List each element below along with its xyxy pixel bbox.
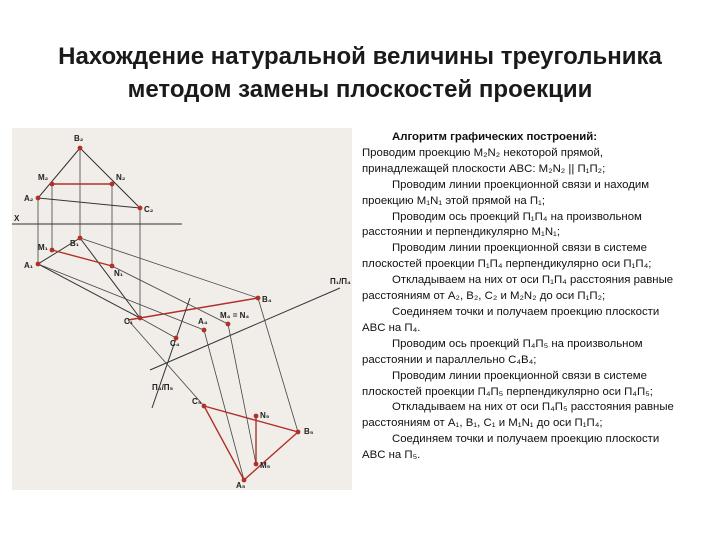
label-n1: N₁ xyxy=(114,269,124,278)
label-b4: B₄ xyxy=(262,295,272,304)
slide-title xyxy=(20,40,700,106)
label-b5: B₅ xyxy=(304,427,314,436)
label-a1: A₁ xyxy=(24,261,34,270)
algorithm-line: Откладываем на них от оси П₄П₅ расстояния равные xyxy=(392,401,674,414)
algorithm-lines xyxy=(362,146,702,464)
point-c1 xyxy=(138,316,143,321)
algorithm-line: Проводим ось проекций П₁П₄ на произвольном xyxy=(392,210,642,223)
label-m4n4: M₄ = N₄ xyxy=(220,311,250,320)
point-c5 xyxy=(202,404,207,409)
algorithm-line: расстояниям от A₁, B₁, C₁ и M₁N₁ до оси П₁П₄; xyxy=(362,417,603,430)
point-n2 xyxy=(110,182,115,187)
point-m1 xyxy=(50,248,55,253)
link-p4-b xyxy=(80,238,258,298)
triangle-p5 xyxy=(204,406,298,480)
label-a4: A₄ xyxy=(198,317,208,326)
label-axis-p1p4: П₁/П₄ xyxy=(330,277,351,286)
label-m1: M₁ xyxy=(38,243,48,252)
link-p5-a xyxy=(204,330,244,480)
algorithm-line: проекцию M₁N₁ этой прямой на П₁; xyxy=(362,194,546,207)
point-b4 xyxy=(256,296,261,301)
algorithm-line: расстоянии и перпендикулярно M₁N₁; xyxy=(362,226,561,239)
algorithm-line: Соединяем точки и получаем проекцию плоскости xyxy=(392,433,660,446)
point-n5 xyxy=(254,414,259,419)
label-n2: N₂ xyxy=(116,173,126,182)
label-b2: B₂ xyxy=(74,134,84,143)
title-line-2: методом замены плоскостей проекции xyxy=(127,76,593,103)
point-m2 xyxy=(50,182,55,187)
algorithm-line: ABC на П₄. xyxy=(362,321,421,334)
label-a5: A₅ xyxy=(236,481,246,490)
label-b1: B₁ xyxy=(70,239,80,248)
title-line-1: Нахождение натуральной величины треугольника xyxy=(58,43,662,70)
point-b2 xyxy=(78,146,83,151)
label-c1: C₁ xyxy=(124,317,134,326)
algorithm-line: расстоянии и параллельно C₄B₄; xyxy=(362,353,537,366)
point-a1 xyxy=(36,262,41,267)
line-m1n1 xyxy=(52,250,112,266)
algorithm-line: ABC на П₅. xyxy=(362,449,421,462)
algorithm-line: Проводим линии проекционной связи в системе xyxy=(392,242,647,255)
point-m4n4 xyxy=(226,322,231,327)
label-axis-p4p5: П₄/П₅ xyxy=(152,383,174,392)
algorithm-line: плоскостей проекции П₁П₄ перпендикулярно оси П₁П₄; xyxy=(362,258,652,271)
algorithm-line: расстояниям от A₂, B₂, C₂ и M₂N₂ до оси П₁П₂; xyxy=(362,290,606,303)
algorithm-line: Проводим линии проекционной связи и находим xyxy=(392,178,650,191)
algorithm-line: плоскостей проекции П₄П₅ перпендикулярно оси П₄П₅; xyxy=(362,385,653,398)
algorithm-line: Проводим проекцию M₂N₂ некоторой прямой, xyxy=(362,146,604,159)
link-p5-n xyxy=(228,324,256,464)
algorithm-line: Проводим линии проекционной связи в системе xyxy=(392,369,647,382)
algorithm-line: Откладываем на них от оси П₁П₄ расстояния равные xyxy=(392,274,674,287)
algorithm-line: Проводим ось проекций П₄П₅ на произвольном xyxy=(392,337,643,350)
algorithm-text xyxy=(362,130,702,464)
label-a2: A₂ xyxy=(24,194,34,203)
drawing-svg xyxy=(12,128,352,490)
label-n5: N₅ xyxy=(260,411,270,420)
link-p4-n xyxy=(112,266,228,324)
construction-drawing xyxy=(12,128,352,490)
algorithm-line: Соединяем точки и получаем проекцию плоскости xyxy=(392,305,660,318)
label-c5: C₅ xyxy=(192,397,202,406)
algorithm-line: принадлежащей плоскости ABC: M₂N₂ || П₁П₂; xyxy=(362,162,606,175)
label-m2: M₂ xyxy=(38,173,49,182)
label-x: X xyxy=(14,214,20,223)
point-a2 xyxy=(36,196,41,201)
algorithm-heading: Алгоритм графических построений: xyxy=(392,131,598,143)
point-a4 xyxy=(202,328,207,333)
point-c2 xyxy=(138,206,143,211)
label-m5: M₅ xyxy=(260,461,271,470)
point-b5 xyxy=(296,430,301,435)
link-p4-c xyxy=(140,318,176,338)
label-c4: C₄ xyxy=(170,339,180,348)
label-c2: C₂ xyxy=(144,205,154,214)
point-n1 xyxy=(110,264,115,269)
point-m5 xyxy=(254,462,259,467)
